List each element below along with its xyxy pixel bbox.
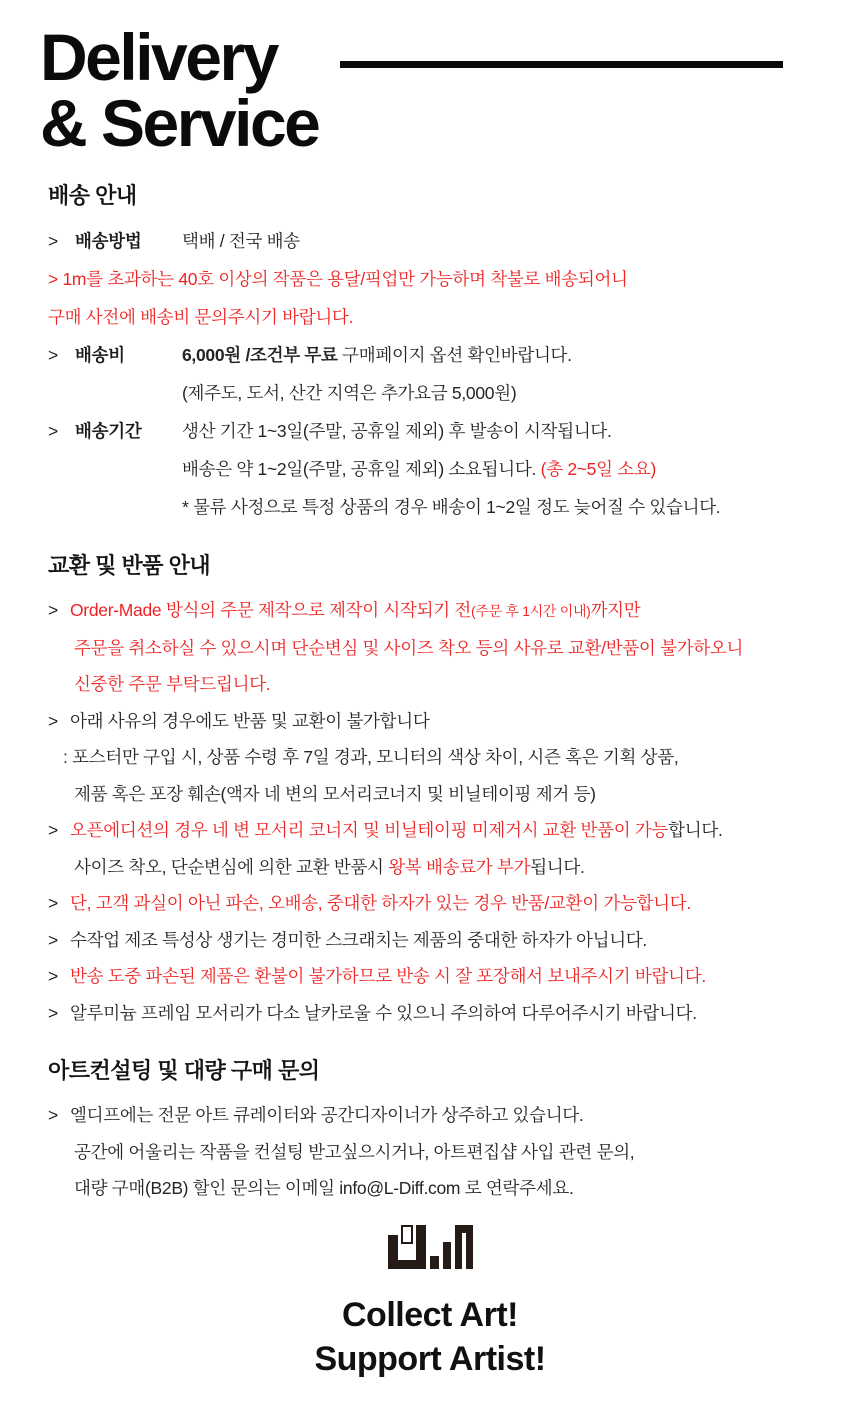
slogan-line2: Support Artist! bbox=[314, 1339, 546, 1378]
returns-item-openedition bbox=[48, 812, 826, 849]
returns-item-ordermade bbox=[48, 592, 826, 630]
logo-bar bbox=[455, 1225, 462, 1269]
title-rule bbox=[340, 61, 783, 68]
returns-ordermade-text: Order-Made 방식의 주문 제작으로 제작이 시작되기 전 bbox=[70, 600, 471, 620]
returns-item-scratch bbox=[48, 922, 826, 959]
returns-item-cases1: : 포스터만 구입 시, 상품 수령 후 7일 경과, 모니터의 색상 차이, 시즌 혹은 기획 상품, bbox=[63, 747, 679, 767]
content bbox=[0, 182, 860, 1207]
logo-bar bbox=[443, 1242, 451, 1269]
consulting-curator-text: 엘디프에는 전문 아트 큐레이터와 공간디자이너가 상주하고 있습니다. bbox=[70, 1105, 584, 1125]
shipping-period-line2-red: (총 2~5일 소요) bbox=[540, 459, 657, 479]
returns-packaging-text: 반송 도중 파손된 제품은 환불이 불가하므로 반송 시 잘 포장해서 보내주시기 바랍니다. bbox=[70, 966, 706, 986]
returns-ordermade-smalltext: (주문 후 1시간 이내) bbox=[471, 603, 591, 619]
returns-scratch-text: 수작업 제조 특성상 생기는 경미한 스크래치는 제품의 중대한 하자가 아닙니다. bbox=[70, 929, 647, 950]
bullet: > bbox=[48, 600, 58, 620]
logo-square bbox=[401, 1225, 413, 1244]
returns-openedition-black: 합니다. bbox=[668, 820, 723, 840]
slogan-line1: Collect Art! bbox=[342, 1295, 518, 1334]
returns-roundtrip-black2: 됩니다. bbox=[530, 856, 585, 877]
oversize-notice-line2: 구매 사전에 배송비 문의주시기 바랍니다. bbox=[48, 307, 354, 327]
returns-item-careful: 신중한 주문 부탁드립니다. bbox=[74, 674, 271, 694]
shipping-fee-value bbox=[182, 336, 826, 374]
shipping-fee-row bbox=[48, 336, 826, 374]
bullet: > bbox=[48, 231, 58, 251]
page-title bbox=[40, 20, 820, 160]
shipping-fee-label: 배송비 bbox=[75, 345, 125, 365]
consulting-item-space: 공간에 어울리는 작품을 컨설팅 받고싶으시거나, 아트편집샵 사입 관련 문의, bbox=[74, 1141, 635, 1162]
shipping-period-row bbox=[48, 412, 826, 450]
logo-bar bbox=[416, 1225, 426, 1269]
shipping-heading: 배송 안내 bbox=[48, 183, 137, 208]
logo-bar bbox=[466, 1225, 473, 1269]
shipping-fee-amount: 6,000원 /조건부 무료 bbox=[182, 345, 338, 365]
returns-defect-text: 단, 고객 과실이 아닌 파손, 오배송, 중대한 하자가 있는 경우 반품/교환이 가능합니다. bbox=[70, 893, 691, 913]
logo-bar bbox=[388, 1260, 417, 1269]
returns-ordermade-tail: 까지만 bbox=[590, 600, 641, 620]
bullet: > bbox=[48, 1105, 58, 1125]
returns-noreturn-text: 아래 사유의 경우에도 반품 및 교환이 불가합니다 bbox=[70, 710, 430, 731]
shipping-method-row bbox=[48, 222, 826, 260]
logo-dot bbox=[430, 1256, 439, 1269]
bullet: > bbox=[48, 710, 58, 731]
shipping-method-label: 배송방법 bbox=[75, 231, 142, 251]
bullet: > bbox=[48, 929, 58, 950]
footer-slogan bbox=[0, 1293, 860, 1381]
returns-heading: 교환 및 반품 안내 bbox=[48, 553, 211, 578]
returns-item-cancel: 주문을 취소하실 수 있으시며 단순변심 및 사이즈 착오 등의 사유로 교환/반품이 불가하오니 bbox=[74, 637, 744, 658]
returns-item-cases2: 제품 혹은 포장 훼손(액자 네 변의 모서리코너지 및 비닐테이핑 제거 등) bbox=[74, 783, 596, 804]
returns-roundtrip-red: 왕복 배송료가 부가 bbox=[388, 856, 531, 877]
hero-header bbox=[0, 0, 860, 160]
bullet: > bbox=[48, 421, 58, 441]
shipping-fee-note: 구매페이지 옵션 확인바랍니다. bbox=[337, 345, 572, 365]
shipping-period-line3: * 물류 사정으로 특정 상품의 경우 배송이 1~2일 정도 늦어질 수 있습니다. bbox=[182, 497, 721, 517]
returns-item-roundtrip bbox=[48, 849, 826, 886]
shipping-period-line2 bbox=[182, 450, 826, 488]
shipping-method-value: 택배 / 전국 배송 bbox=[182, 231, 300, 251]
shipping-period-line1: 생산 기간 1~3일(주말, 공휴일 제외) 후 발송이 시작됩니다. bbox=[182, 421, 612, 441]
page-title-line2: & Service bbox=[40, 86, 319, 160]
bullet: > bbox=[48, 966, 58, 986]
consulting-item-curator bbox=[48, 1097, 826, 1134]
consulting-heading: 아트컨설팅 및 대량 구매 문의 bbox=[48, 1058, 320, 1083]
shipping-period-line2-black: 배송은 약 1~2일(주말, 공휴일 제외) 소요됩니다. bbox=[182, 459, 541, 479]
oversize-notice-line1: > 1m를 초과하는 40호 이상의 작품은 용달/픽업만 가능하며 착불로 배송되어니 bbox=[48, 269, 628, 289]
returns-item-defect bbox=[48, 885, 826, 922]
l-diff-logo-icon bbox=[388, 1225, 473, 1269]
consulting-item-b2b-email: 대량 구매(B2B) 할인 문의는 이메일 info@L-Diff.com 로 연락주세요. bbox=[74, 1178, 574, 1198]
returns-openedition-red: 오픈에디션의 경우 네 변 모서리 코너지 및 비닐테이핑 미제거시 교환 반품이 가능 bbox=[70, 820, 669, 840]
returns-roundtrip-black1: 사이즈 착오, 단순변심에 의한 교환 반품시 bbox=[74, 856, 389, 877]
shipping-period-label: 배송기간 bbox=[75, 421, 142, 441]
page-title-line1: Delivery bbox=[40, 20, 277, 94]
bullet: > bbox=[48, 893, 58, 913]
returns-item-aluminum bbox=[48, 995, 826, 1032]
returns-aluminum-text: 알루미늄 프레임 모서리가 다소 날카로울 수 있으니 주의하여 다루어주시기 바랍니다. bbox=[70, 1002, 697, 1023]
returns-item-packaging bbox=[48, 958, 826, 995]
returns-item-noreturn bbox=[48, 703, 826, 740]
bullet: > bbox=[48, 1002, 58, 1023]
bullet: > bbox=[48, 820, 58, 840]
shipping-fee-extra: (제주도, 도서, 산간 지역은 추가요금 5,000원) bbox=[182, 383, 517, 403]
bullet: > bbox=[48, 345, 58, 365]
